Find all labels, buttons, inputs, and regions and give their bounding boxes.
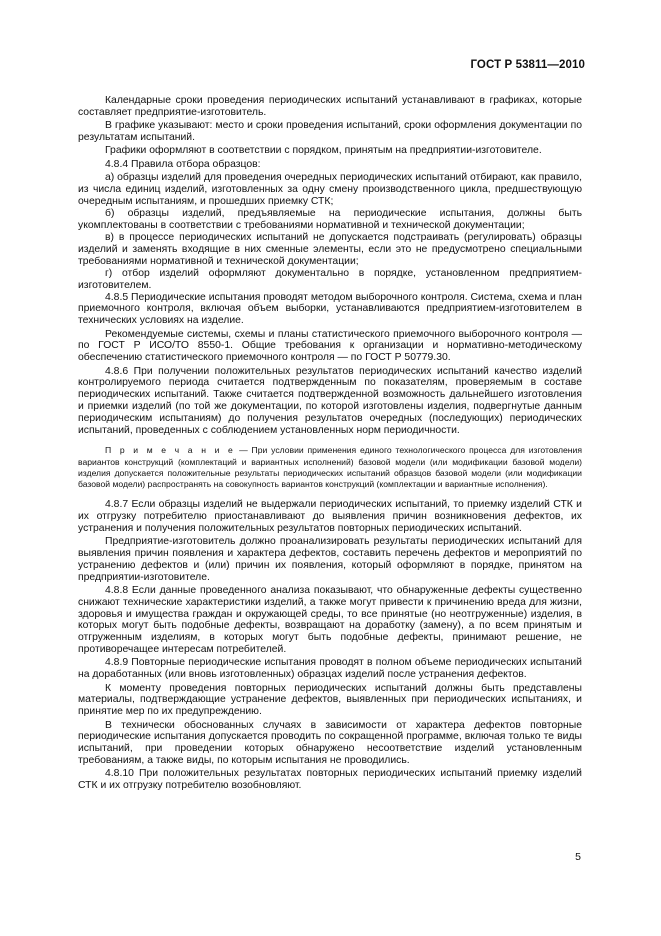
- paragraph: Рекомендуемые системы, схемы и планы статистического приемочного выборочного контроля — по ГОСТ Р ИСО/ТО 8550-1. Общие требования к организации и нормативно-методическому обеспечению статистического приемочного контроля — по ГОСТ Р 50779.30.: [78, 328, 582, 364]
- paragraph: 4.8.7 Если образцы изделий не выдержали периодических испытаний, то приемку изделий СТК и их отгрузку потребителю приостанавливают до выявления причин возникновения дефектов, их устранения и получения положительных результатов повторных периодических испытаний.: [78, 499, 582, 534]
- paragraph: Графики оформляют в соответствии с порядком, принятым на предприятии-изготовителе.: [105, 145, 542, 157]
- list-item: б) образцы изделий, предъявляемые на периодические испытания, должны быть укомплектованы в соответствии с требованиями нормативной и технической документации;: [78, 207, 582, 231]
- note: [78, 445, 582, 490]
- paragraph: В графике указывают: место и сроки проведения испытаний, сроки оформления документации по результатам испытаний.: [78, 120, 582, 143]
- list-item: г) отбор изделий оформляют документально в порядке, установленном предприятием-изготовителем.: [78, 267, 582, 291]
- paragraph: 4.8.6 При получении положительных результатов периодических испытаний качество изделий контролируемого периода считается подтвержденным по показателям, проверяемым в составе периодических испытаний. Также считается подтвержденной возможность дальнейшего изготовления и приемки изделий (по той же документации, по которой изготовлены изделия, подвергнутые данным периодическим испытаниям) до получения результатов очередных (последующих) периодических испытаний, проведенных с соблюдением установленных норм периодичности.: [78, 365, 582, 436]
- paragraph: 4.8.5 Периодические испытания проводят методом выборочного контроля. Система, схема и план приемочного контроля, включая объем выборки, устанавливаются предприятием-изготовителем в технических условиях на изделие.: [78, 291, 582, 327]
- document-body: [78, 95, 582, 794]
- list-item: в) в процессе периодических испытаний не допускается подстраивать (регулировать) образцы изделий и заменять входящие в них сменные элементы, если это не предусмотрено специальными требованиями нормативной и технической документации;: [78, 231, 582, 267]
- paragraph: 4.8.10 При положительных результатах повторных периодических испытаний приемку изделий СТК и их отгрузку потребителю возобновляют.: [78, 768, 582, 792]
- page-number: 5: [575, 851, 581, 863]
- list-item: а) образцы изделий для проведения очередных периодических испытаний отбирают, как правило, из числа единиц изделий, изготовленных за одну смену производственного цикла, предшествующую очередным испытаниям, и прошедших приемку СТК;: [78, 172, 582, 207]
- note-label: П р и м е ч а н и е: [105, 445, 236, 456]
- note-text: — При условии применения единого технологического процесса для изготовления вариантов конструкций (комплектаций и вариантных исполнений) базовой модели (или модификации базовой модели) изделия допускается положительные результаты периодических испытаний образцов базовой модели (или модификации базовой модели) распространять на совокупность вариантов конструкций (комплектации и вариантные исполнения).: [78, 445, 582, 490]
- document-header: ГОСТ Р 53811—2010: [470, 59, 585, 71]
- paragraph: 4.8.9 Повторные периодические испытания проводят в полном объеме периодических испытаний на доработанных (или вновь изготовленных) образцах изделий после устранения дефектов.: [78, 657, 582, 681]
- clause-heading: 4.8.4 Правила отбора образцов:: [105, 158, 261, 170]
- paragraph: 4.8.8 Если данные проведенного анализа показывают, что обнаруженные дефекты существенно снижают технические характеристики изделий, а также могут привести к причинению вреда для жизни, здоровья и имущества граждан и окружающей среды, то все принятые (но неотгруженные) изделия, в которых могут быть подобные дефекты, возвращают на доработку (замену), а по всем принятым и отгруженным изделиям, в которых могут быть подобные дефекты, принимают решение, не противоречащее интересам потребителей.: [78, 585, 582, 655]
- paragraph: К моменту проведения повторных периодических испытаний должны быть представлены материалы, подтверждающие устранение дефектов, выявленных при периодических испытаниях, и принятие мер по их предупреждению.: [78, 682, 582, 718]
- paragraph: В технически обоснованных случаях в зависимости от характера дефектов повторные периодические испытания допускается проводить по сокращенной программе, включая только те виды испытаний, при проведении которых обнаружено несоответствие изделий установленным требованиям, а также виды, по которым испытания не проводились.: [78, 719, 582, 766]
- paragraph: Календарные сроки проведения периодических испытаний устанавливают в графиках, которые составляет предприятие-изготовитель.: [78, 95, 582, 118]
- paragraph: Предприятие-изготовитель должно проанализировать результаты периодических испытаний для выявления причин появления и характера дефектов, составить перечень дефектов и мероприятий по устранению дефектов и (или) причин их появления, который оформляют в порядке, принятом на предприятии-изготовителе.: [78, 536, 582, 583]
